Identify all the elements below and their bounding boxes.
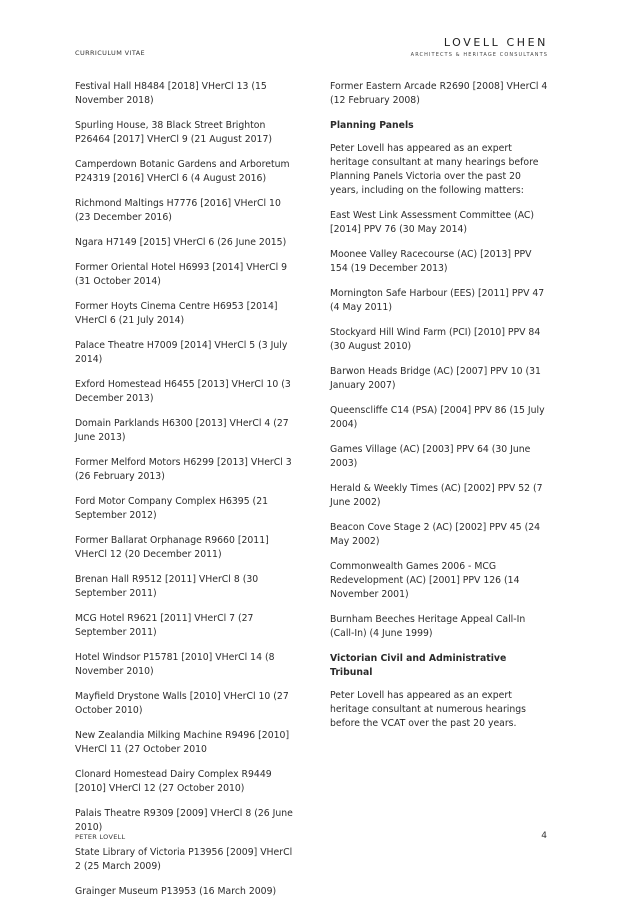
list-item: Ford Motor Company Complex H6395 (21 September 2012) xyxy=(75,496,269,521)
list-item: Former Oriental Hotel H6993 [2014] VHerCl 9 (31 October 2014) xyxy=(75,262,288,287)
list-item: Brenan Hall R9512 [2011] VHerCl 8 (30 September 2011) xyxy=(75,574,259,599)
brand-tagline: ARCHITECTS & HERITAGE CONSULTANTS xyxy=(410,52,548,58)
list-item: New Zealandia Milking Machine R9496 [2010] VHerCl 11 (27 October 2010 xyxy=(75,730,290,755)
list-item: Ngara H7149 [2015] VHerCl 6 (26 June 2015) xyxy=(75,237,287,248)
list-item: Mornington Safe Harbour (EES) [2011] PPV 47 (4 May 2011) xyxy=(330,288,545,313)
right-column xyxy=(330,80,550,742)
list-item: Stockyard Hill Wind Farm (PCI) [2010] PPV 84 (30 August 2010) xyxy=(330,327,541,352)
list-item: Former Ballarat Orphanage R9660 [2011] VHerCl 12 (20 December 2011) xyxy=(75,535,269,560)
planning-panels-heading: Planning Panels xyxy=(330,120,414,131)
list-item: East West Link Assessment Committee (AC) [2014] PPV 76 (30 May 2014) xyxy=(330,210,535,235)
left-column xyxy=(75,80,297,910)
list-item: Beacon Cove Stage 2 (AC) [2002] PPV 45 (24 May 2002) xyxy=(330,522,541,547)
list-item: Commonwealth Games 2006 - MCG Redevelopment (AC) [2001] PPV 126 (14 November 2001) xyxy=(330,561,520,600)
list-item: Queenscliffe C14 (PSA) [2004] PPV 86 (15 July 2004) xyxy=(330,405,545,430)
planning-panels-list xyxy=(330,209,550,641)
brand-name: LOVELL CHEN xyxy=(443,36,548,49)
list-item: Former Melford Motors H6299 [2013] VHerCl 3 (26 February 2013) xyxy=(75,457,292,482)
list-item: Games Village (AC) [2003] PPV 64 (30 June 2003) xyxy=(330,444,531,469)
planning-panels-intro: Peter Lovell has appeared as an expert heritage consultant at many hearings before Planning Panels Victoria over the past 20 years, including on the following matters: xyxy=(330,143,539,196)
list-item: Palais Theatre R9309 [2009] VHerCl 8 (26 June 2010) xyxy=(75,808,293,833)
footer-name: PETER LOVELL xyxy=(75,833,126,841)
list-item: MCG Hotel R9621 [2011] VHerCl 7 (27 September 2011) xyxy=(75,613,254,638)
list-item: Clonard Homestead Dairy Complex R9449 [2010] VHerCl 12 (27 October 2010) xyxy=(75,769,272,794)
list-item: Grainger Museum P13953 (16 March 2009) xyxy=(75,886,277,897)
list-item: Moonee Valley Racecourse (AC) [2013] PPV 154 (19 December 2013) xyxy=(330,249,532,274)
list-item: Hotel Windsor P15781 [2010] VHerCl 14 (8 November 2010) xyxy=(75,652,275,677)
list-item: Mayfield Drystone Walls [2010] VHerCl 10 (27 October 2010) xyxy=(75,691,289,716)
list-item: Richmond Maltings H7776 [2016] VHerCl 10 (23 December 2016) xyxy=(75,198,281,223)
list-item: Burnham Beeches Heritage Appeal Call-In (Call-In) (4 June 1999) xyxy=(330,614,526,639)
list-item: Camperdown Botanic Gardens and Arboretum P24319 [2016] VHerCl 6 (4 August 2016) xyxy=(75,159,290,184)
list-item: Spurling House, 38 Black Street Brighton P26464 [2017] VHerCl 9 (21 August 2017) xyxy=(75,120,272,145)
document-label: CURRICULUM VITAE xyxy=(75,49,146,57)
list-item: Former Eastern Arcade R2690 [2008] VHerCl 4 (12 February 2008) xyxy=(330,81,548,106)
list-item: Former Hoyts Cinema Centre H6953 [2014] VHerCl 6 (21 July 2014) xyxy=(75,301,278,326)
list-item: Festival Hall H8484 [2018] VHerCl 13 (15 November 2018) xyxy=(75,81,267,106)
list-item: State Library of Victoria P13956 [2009] VHerCl 2 (25 March 2009) xyxy=(75,847,293,872)
list-item: Exford Homestead H6455 [2013] VHerCl 10 (3 December 2013) xyxy=(75,379,291,404)
vcat-text: Peter Lovell has appeared as an expert heritage consultant at numerous hearings before the VCAT over the past 20 years. xyxy=(330,690,526,729)
brand-logo xyxy=(411,36,548,58)
list-item: Herald & Weekly Times (AC) [2002] PPV 52 (7 June 2002) xyxy=(330,483,543,508)
vcat-heading: Victorian Civil and Administrative Tribunal xyxy=(330,653,507,678)
list-item: Barwon Heads Bridge (AC) [2007] PPV 10 (31 January 2007) xyxy=(330,366,541,391)
list-item: Palace Theatre H7009 [2014] VHerCl 5 (3 July 2014) xyxy=(75,340,288,365)
list-item: Domain Parklands H6300 [2013] VHerCl 4 (27 June 2013) xyxy=(75,418,289,443)
page-number: 4 xyxy=(541,831,547,841)
